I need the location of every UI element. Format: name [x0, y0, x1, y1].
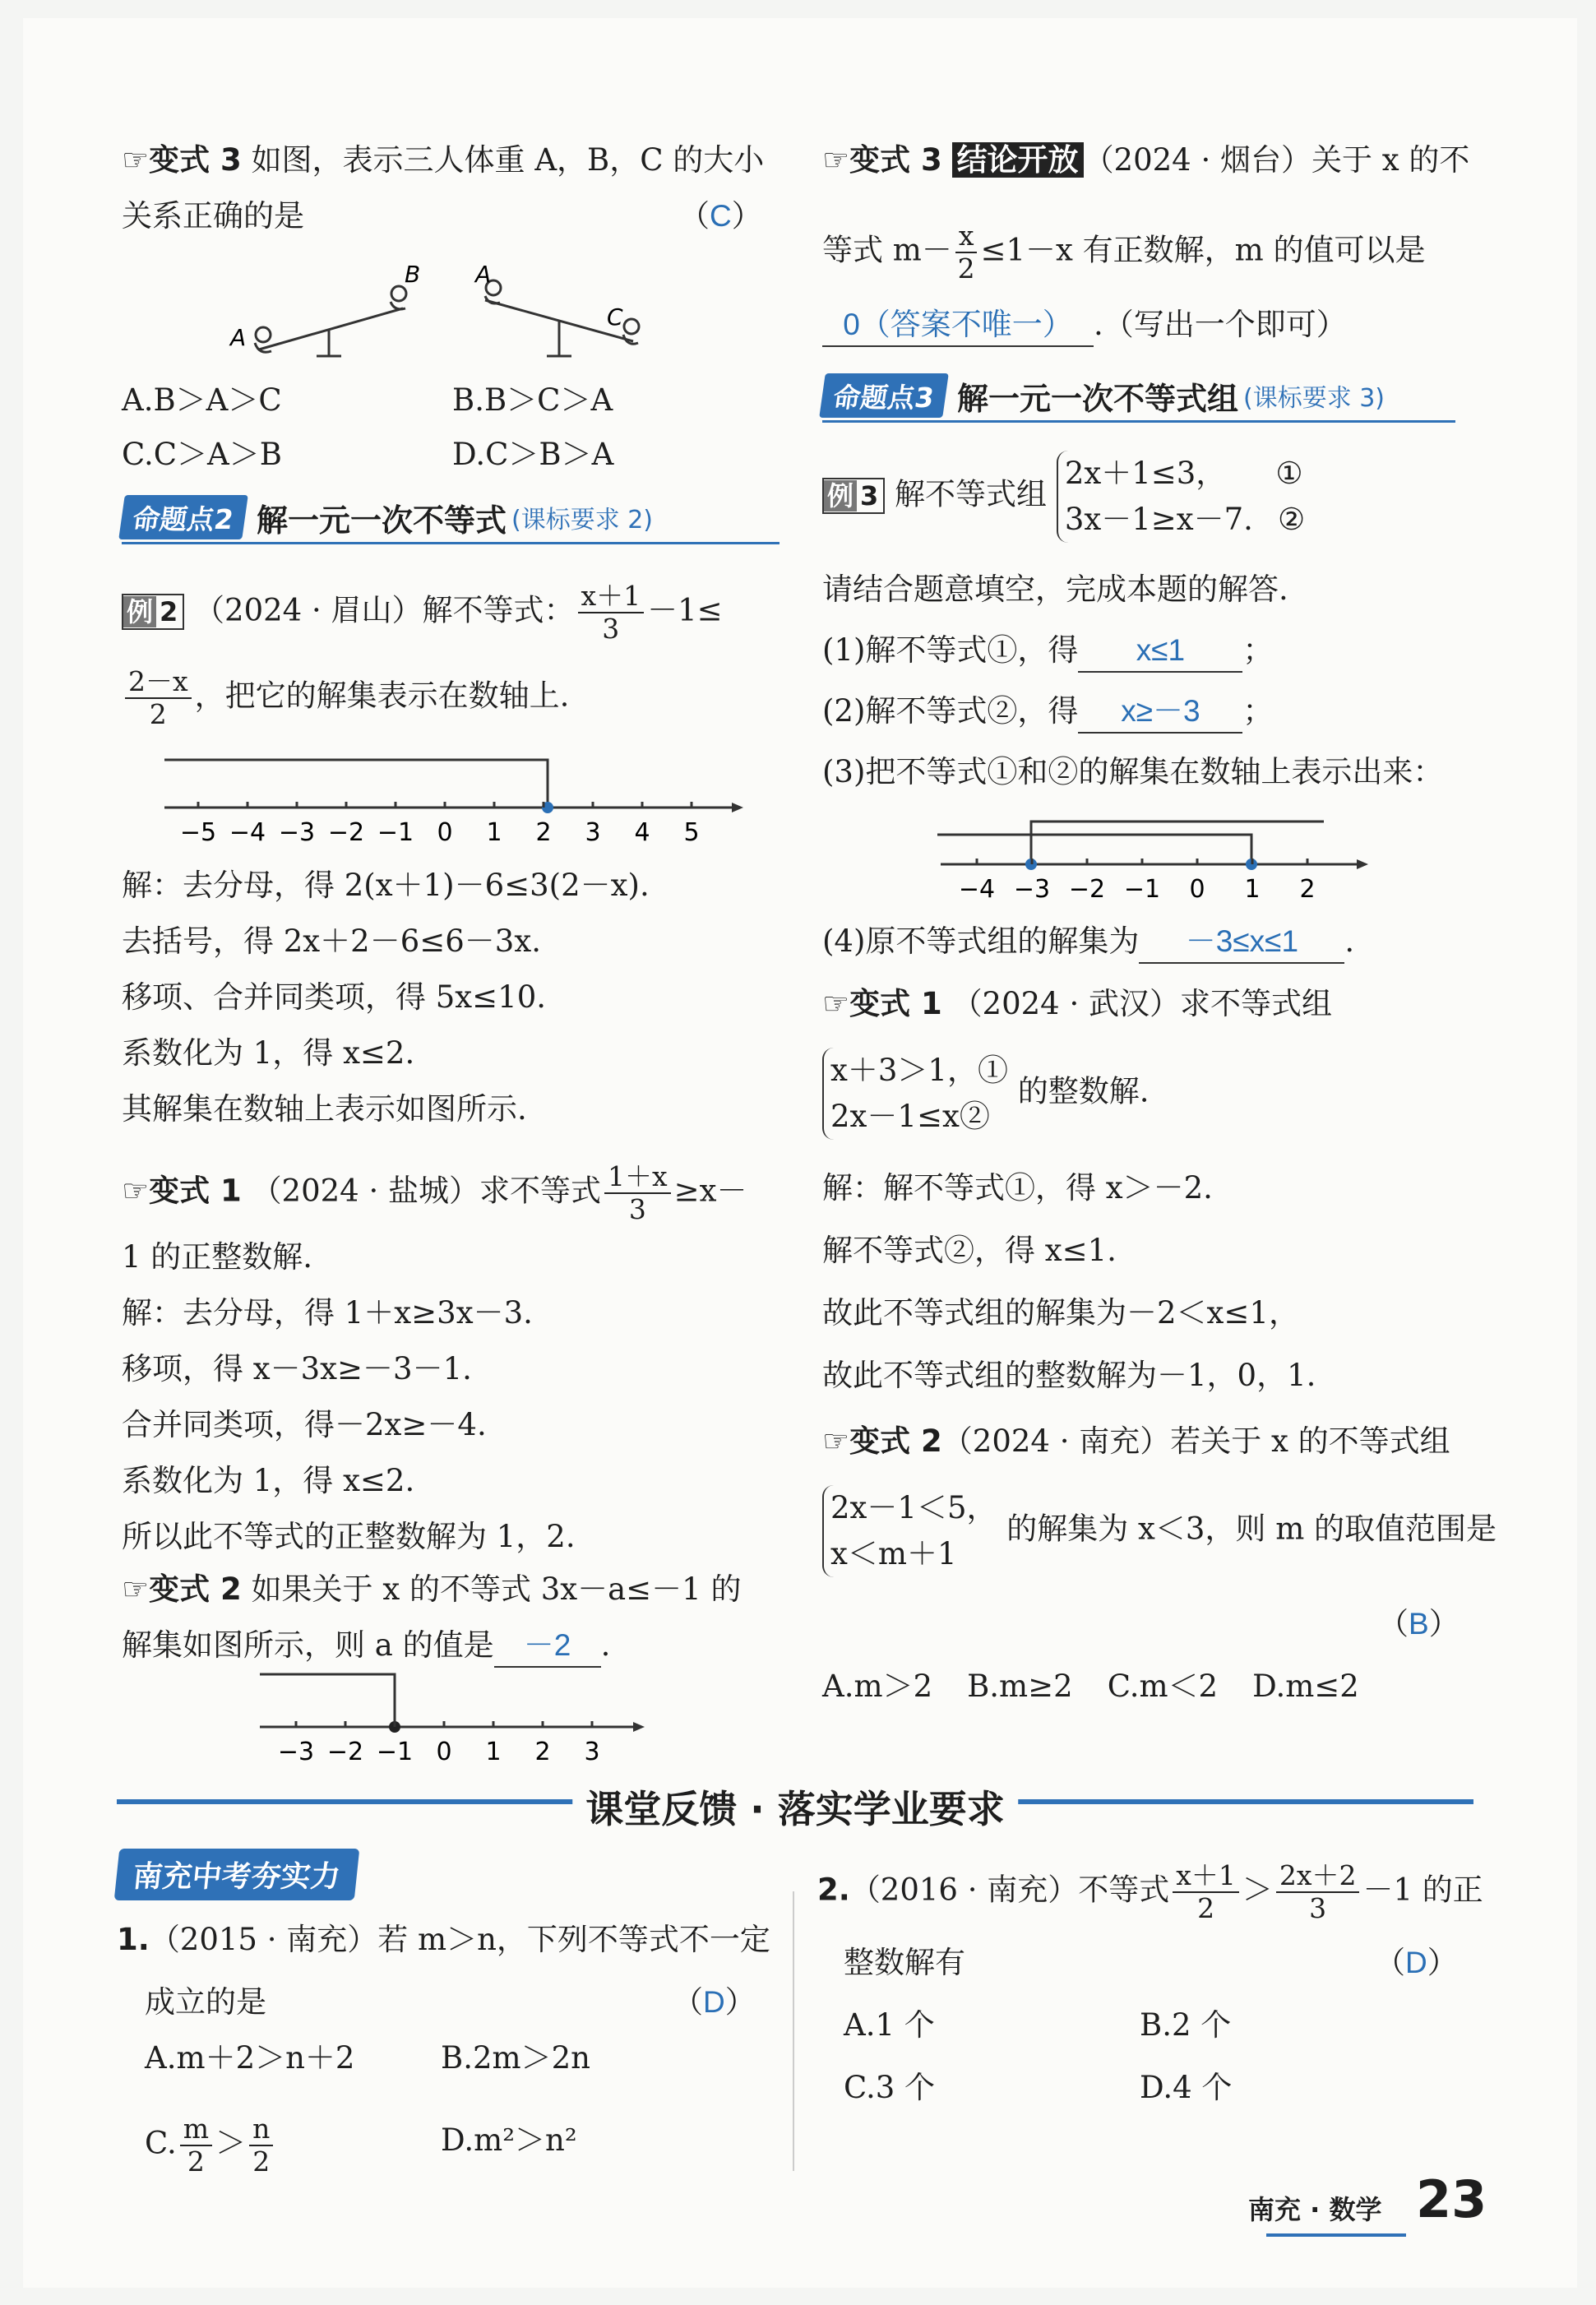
q1-optA: A.m＋2＞n＋2 [145, 2040, 355, 2076]
right-v2-answer: （B） [1378, 1606, 1460, 1641]
feedback-banner [117, 1786, 1473, 1831]
q1-answer: （D） [673, 1984, 756, 2020]
tick-label: −1 [1123, 875, 1161, 904]
tick-label: −2 [326, 1738, 364, 1766]
left-v1-line2: 1 的正整数解. [122, 1239, 313, 1275]
tick-label: 0 [437, 818, 453, 847]
option: D.m≤2 [1252, 1669, 1359, 1704]
right-v1-line1: ☞变式 1 （2024 · 武汉）求不等式组 [822, 986, 1333, 1021]
left-v3-q1: 如图，表示三人体重 A，B，C 的大小 [251, 142, 765, 178]
answer-blank: x≤1 [1078, 630, 1242, 673]
q1-optB: B.2m＞2n [441, 2040, 590, 2076]
solution-line: 解：去分母，得 2(x＋1)－6≤3(2－x). [122, 868, 650, 903]
tick-label: −3 [1013, 875, 1051, 904]
tick-label: −3 [277, 1738, 315, 1766]
section-title: 南充中考夯实力 [114, 1849, 360, 1900]
page-number: 23 [1416, 2169, 1487, 2229]
right-v2-line2: 2x－1＜5， x＜m＋1 的解集为 x＜3，则 m 的取值范围是 [822, 1485, 1497, 1577]
fraction: $\frac{x+1}{3}$ [578, 581, 645, 645]
ex3-step3: (3)把不等式①和②的解集在数轴上表示出来： [822, 754, 1444, 789]
solution-line: 解：去分母，得 1＋x≥3x－3. [122, 1295, 533, 1331]
right-v3-line2: 等式 m－ $\frac{x}{2}$ ≤1－x 有正数解，m 的值可以是 [822, 220, 1426, 285]
left-v2-line2: 解集如图所示，则 a 的值是 －2 . [122, 1625, 610, 1668]
tick-label: 5 [683, 818, 700, 847]
fig-label-a-right: A [475, 261, 492, 288]
solution-line: 移项，得 x－3x≥－3－1. [122, 1351, 472, 1386]
left-v1-line1: ☞变式 1 （2024 · 盐城）求不等式 $\frac{1+x}{3}$ ≥x－ [122, 1160, 747, 1225]
tick-label: −1 [376, 1738, 414, 1766]
answer-mark: D [1405, 1946, 1427, 1979]
left-v2-line1: ☞变式 2 如果关于 x 的不等式 3x－a≤－1 的 [122, 1571, 742, 1607]
answer-blank: x≥－3 [1078, 691, 1242, 734]
tick-label: 0 [1189, 875, 1205, 904]
right-v1-line2: x＋3＞1，① 2x－1≤x② 的整数解. [822, 1048, 1149, 1140]
solution-line: 系数化为 1，得 x≤2. [122, 1035, 415, 1071]
tick-label: 1 [1244, 875, 1261, 904]
tick-label: −3 [278, 818, 316, 847]
option: B.m≥2 [967, 1669, 1073, 1704]
tick-label: −5 [179, 818, 217, 847]
header-tag: 命题点2 [118, 495, 248, 539]
tick-label: −4 [229, 818, 266, 847]
header-req: (课标要求 2) [511, 506, 654, 535]
q1-optC: C. $\frac{m}{2}$ ＞ $\frac{n}{2}$ [145, 2113, 276, 2178]
solution-line: 故此不等式组的整数解为－1，0，1. [822, 1358, 1316, 1393]
ex3-instruction: 请结合题意填空，完成本题的解答. [822, 572, 1288, 607]
left-v3-optA: A.B＞A＞C [122, 382, 282, 418]
example-3-line1: 例 3 解不等式组 2x＋1≤3， ① 3x－1≥x－7. ② [822, 451, 1305, 543]
example-label: 例 2 [122, 594, 184, 630]
header-title: 解一元一次不等式 [256, 502, 507, 539]
answer-blank: －3≤x≤1 [1139, 921, 1344, 964]
example-2-line1: 例 2 （2024 · 眉山）解不等式： $\frac{x+1}{3}$ －1≤ [122, 581, 723, 645]
ex3-step2: (2)解不等式②，得 x≥－3 ； [822, 691, 1273, 734]
inequality-system: 2x＋1≤3， ① 3x－1≥x－7. ② [1057, 451, 1305, 543]
left-v3-label: ☞变式 3 [122, 142, 242, 178]
left-v3-q2: 关系正确的是 [122, 198, 304, 234]
tick-label: 1 [486, 818, 502, 847]
tick-label: 4 [634, 818, 650, 847]
right-v3-line1: ☞变式 3 结论开放 （2024 · 烟台）关于 x 的不 [822, 142, 1470, 178]
ex3-step1: (1)解不等式①，得 x≤1 ； [822, 630, 1273, 673]
left-v3-optC: C.C＞A＞B [122, 437, 282, 472]
section-header-3: 命题点3 解一元一次不等式组 (课标要求 3) [822, 372, 1455, 419]
solution-line: 移项、合并同类项，得 5x≤10. [122, 979, 547, 1015]
open-conclusion-tag: 结论开放 [952, 142, 1084, 178]
tick-label: 2 [1299, 875, 1316, 904]
answer-blank: 0（答案不唯一） [822, 304, 1094, 347]
inequality-system: x＋3＞1，① 2x－1≤x② [822, 1048, 1008, 1140]
seesaw-left-board [259, 308, 403, 349]
solution-line: 合并同类项，得－2x≥－4. [122, 1407, 487, 1442]
tick-label: 3 [584, 1738, 600, 1766]
answer-blank: －2 [494, 1625, 601, 1668]
seesaw-figure [214, 251, 674, 362]
q2-optA: A.1 个 [844, 2007, 935, 2043]
q1-optD: D.m²＞n² [441, 2122, 577, 2158]
right-v2-options [822, 1666, 1394, 1707]
left-v3-optD: D.C＞B＞A [452, 437, 614, 472]
fraction: $\frac{x}{2}$ [955, 220, 978, 285]
section-header-2 [122, 493, 779, 541]
solution-line: 故此不等式组的解集为－2＜x≤1， [822, 1295, 1299, 1331]
q2-optC: C.3 个 [844, 2070, 936, 2105]
tick-label: 3 [585, 818, 601, 847]
right-v3-line3: 0（答案不唯一） .（写出一个即可） [822, 304, 1347, 347]
fraction: $\frac{2-x}{2}$ [125, 666, 192, 730]
solution-line: 去括号，得 2x＋2－6≤6－3x. [122, 923, 541, 959]
answer-mark: C [710, 199, 732, 233]
q2-line1: 2.（2016 · 南充）不等式 $\frac{x+1}{2}$ ＞ $\frac{2x+2}{3}$ －1 的正 [817, 1859, 1483, 1924]
left-v3-optB: B.B＞C＞A [452, 382, 613, 418]
option: C.m＜2 [1107, 1669, 1219, 1704]
tick-label: 2 [534, 1738, 551, 1766]
tick-label: 2 [535, 818, 552, 847]
solution-line: 系数化为 1，得 x≤2. [122, 1463, 415, 1498]
answer-mark: D [703, 1985, 725, 2019]
tick-label: −4 [958, 875, 996, 904]
solution-line: 其解集在数轴上表示如图所示. [122, 1091, 527, 1127]
fig-label-c: C [607, 303, 623, 331]
inequality-system: 2x－1＜5， x＜m＋1 [822, 1485, 997, 1577]
fig-label-a-left: A [230, 324, 247, 351]
number-line-left-v2 [255, 1669, 650, 1776]
q1-line2: 成立的是 [145, 1984, 266, 2020]
tick-label: 1 [485, 1738, 502, 1766]
number-line-ex3 [937, 810, 1373, 909]
solution-line: 解不等式②，得 x≤1. [822, 1233, 1117, 1268]
example-label: 例 3 [822, 478, 885, 514]
q2-optB: B.2 个 [1140, 2007, 1232, 2043]
banner-text: 课堂反馈 · 落实学业要求 [572, 1780, 1018, 1834]
answer-mark: B [1409, 1607, 1429, 1641]
tick-label: −2 [327, 818, 365, 847]
fig-label-b: B [405, 261, 421, 288]
number-line-ex2 [156, 748, 748, 855]
tick-label: −1 [377, 818, 414, 847]
example-2-line2: $\frac{2-x}{2}$ ，把它的解集表示在数轴上. [122, 666, 569, 730]
tick-label: 0 [436, 1738, 452, 1766]
q2-answer: （D） [1375, 1945, 1458, 1980]
q2-optD: D.4 个 [1140, 2070, 1233, 2105]
q2-line2: 整数解有 [844, 1945, 965, 1980]
right-v2-line1: ☞变式 2（2024 · 南充）若关于 x 的不等式组 [822, 1423, 1450, 1459]
left-v3-answer: （C） [679, 198, 762, 234]
left-v3-line1 [122, 140, 764, 181]
tick-label: −2 [1068, 875, 1106, 904]
ex3-step4: (4)原不等式组的解集为 －3≤x≤1 . [822, 921, 1354, 964]
footer-label: 南充 · 数学 [1248, 2194, 1382, 2225]
solution-line: 所以此不等式的正整数解为 1，2. [122, 1519, 576, 1554]
option: A.m＞2 [822, 1669, 933, 1704]
solution-line: 解：解不等式①，得 x＞－2. [822, 1170, 1213, 1206]
q1-line1: 1.（2015 · 南充）若 m＞n，下列不等式不一定 [117, 1922, 770, 1957]
fraction: $\frac{1+x}{3}$ [604, 1161, 671, 1225]
